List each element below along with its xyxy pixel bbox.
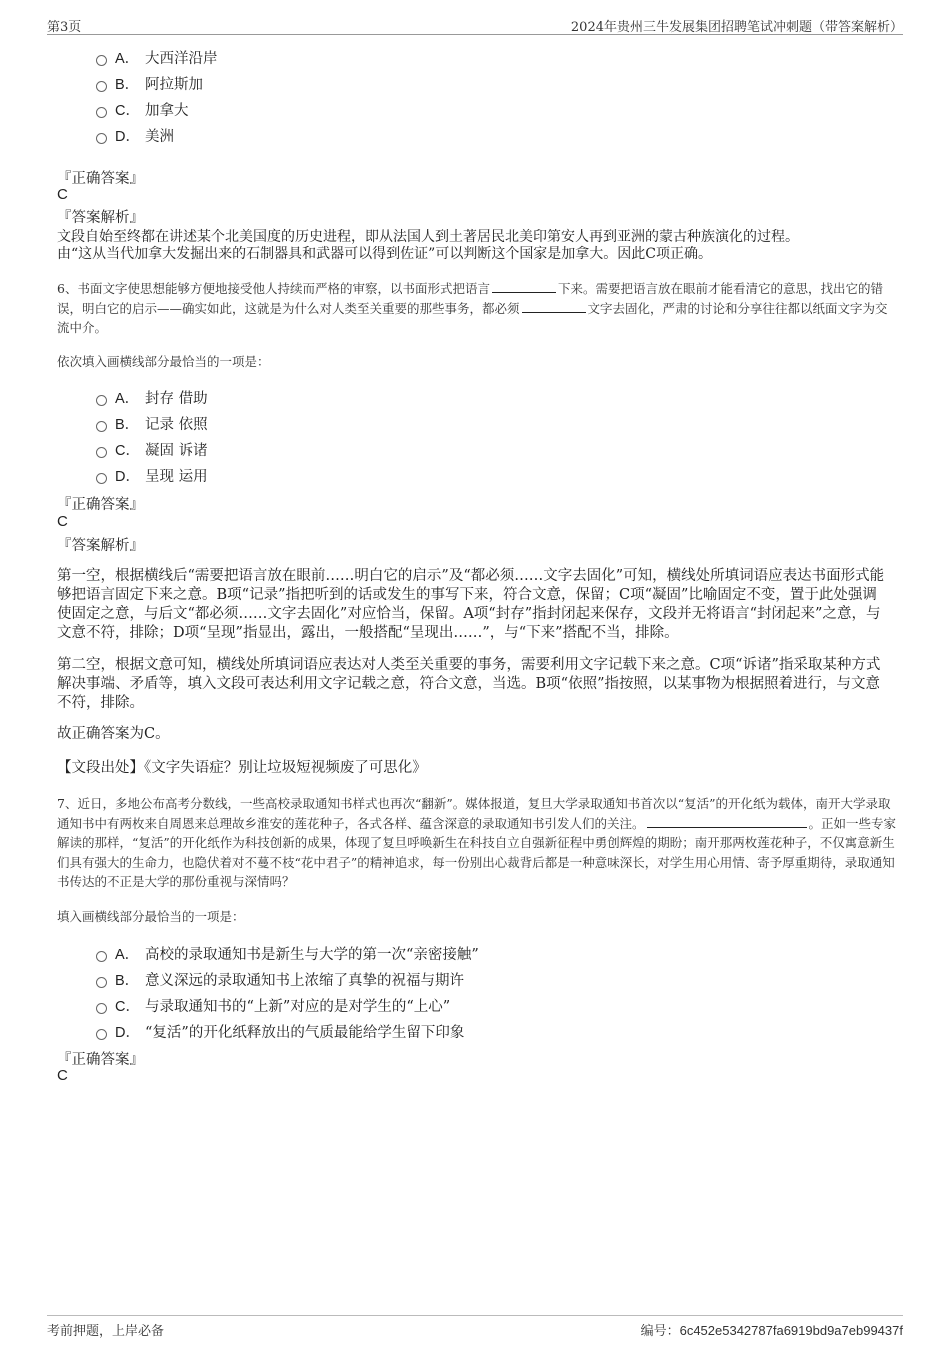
q6-source: 【文段出处】《文字失语症？别让垃圾短视频废了可思化》 [57,760,427,776]
q6-analysis-paragraph-2: 第二空，根据文意可知，横线处所填词语应表达对人类至关重要的事务，需要利用文字记载下来之意。C项“诉诸”指采取某种方式解决事端、矛盾等，填入文段可表达利用文字记载之意，符合文意，当选。B项“依照”指按照，以某事物为根据照着进行，与文意不符，排除。 [57,657,881,711]
page-footer [47,1315,903,1338]
document-code: 编号：6c452e5342787fa6919bd9a7eb99437f [640,1323,903,1339]
q6-option-c[interactable]: C． 凝固 诉诸 [96,438,208,460]
q6-option-d[interactable]: D． 呈现 运用 [96,464,208,486]
q6-stem: 6、书面文字使思想能够方便地接受他人持续而严格的审察，以书面形式把语言 下来。需要把语言放在眼前才能看清它的意思，找出它的错误，明白它的启示——确实如此，这就是为什么对人类至关重要的那些事务，都必须 文字去固化，严肃的讨论和分享往往都以纸面文字为交流中介。 [57,281,888,335]
q7-option-b[interactable]: B． 意义深远的录取通知书上浓缩了真挚的祝福与期许 [96,968,464,990]
radio-icon[interactable] [96,1003,107,1014]
blank-line [522,300,586,313]
q7-option-a[interactable]: A． 高校的录取通知书是新生与大学的第一次“亲密接触” [96,942,479,964]
q6-option-a[interactable]: A． 封存 借助 [96,386,208,408]
q7-answer: C [57,1067,68,1084]
q7-option-c[interactable]: C． 与录取通知书的“上新”对应的是对学生的“上心” [96,994,450,1016]
blank-line [647,815,807,828]
q6-prompt: 依次填入画横线部分最恰当的一项是： [57,354,270,369]
q5-answer-label: 『正确答案』 [57,171,144,187]
radio-icon[interactable] [96,55,107,66]
q5-option-a[interactable]: A． 大西洋沿岸 [96,46,218,68]
radio-icon[interactable] [96,1029,107,1040]
q5-analysis-line2: 由“这从当代加拿大发掘出来的石制器具和武器可以得到佐证”可以判断这个国家是加拿大。因此C项正确。 [57,246,713,262]
radio-icon[interactable] [96,395,107,406]
radio-icon[interactable] [96,421,107,432]
page-number: 第3页 [47,20,82,35]
q6-analysis-label: 『答案解析』 [57,538,144,554]
q5-option-d[interactable]: D． 美洲 [96,124,174,146]
radio-icon[interactable] [96,473,107,484]
q6-answer-label: 『正确答案』 [57,497,144,513]
radio-icon[interactable] [96,133,107,144]
q7-stem: 7、近日，多地公布高考分数线，一些高校录取通知书样式也再次“翻新”。媒体报道，复旦大学录取通知书首次以“复活”的开化纸为载体，南开大学录取通知书中有两枚来自周恩来总理故乡淮安的莲花种子，各式各样、蕴含深意的录取通知书引发人们的关注。 。正如一些专家解读的那样，“复活”的开化纸作为科技创新的成果，体现了复旦呼唤新生在科技自立自强新征程中勇创辉煌的期盼；南开那两枚莲花种子，不仅寓意新生们具有强大的生命力，也隐伏着对不蔓不枝“花中君子”的精神追求，每一份别出心裁背后都是一种意味深长，对学生用心用情、寄予厚重期待，录取通知书传达的不正是大学的那份重视与深情吗？ [57,796,897,889]
q5-analysis-line1: 文段自始至终都在讲述某个北美国度的历史进程，即从法国人到土著居民北美印第安人再到亚洲的蒙古种族演化的过程。 [57,229,799,245]
q6-analysis-paragraph-3: 故正确答案为C。 [57,726,170,742]
q5-option-b[interactable]: B． 阿拉斯加 [96,72,203,94]
radio-icon[interactable] [96,107,107,118]
q7-option-d[interactable]: D． “复活”的开化纸释放出的气质最能给学生留下印象 [96,1020,464,1042]
radio-icon[interactable] [96,81,107,92]
q5-analysis-label: 『答案解析』 [57,210,144,226]
page-header [47,14,903,35]
q6-analysis-paragraph-1: 第一空，根据横线后“需要把语言放在眼前……明白它的启示”及“都必须……文字去固化”可知，横线处所填词语应表达书面形式能够把语言固定下来之意。B项“记录”指把听到的话或发生的事写下来，符合文意，保留；C项“凝固”比喻固定不变，置于此处强调使固定之意，与后文“都必须……文字去固化”对应恰当，保留。A项“封存”指封闭起来保存，文段并无将语言“封闭起来”之意，与文意不符，排除；D项“呈现”指显出，露出，一般搭配“呈现出……”，与“下来”搭配不当，排除。 [57,568,885,641]
document-title: 2024年贵州三牛发展集团招聘笔试冲刺题（带答案解析） [570,20,903,35]
q6-option-b[interactable]: B． 记录 依照 [96,412,208,434]
q7-prompt: 填入画横线部分最恰当的一项是： [57,909,245,924]
q5-answer: C [57,186,68,203]
radio-icon[interactable] [96,977,107,988]
footer-slogan: 考前押题，上岸必备 [47,1324,165,1339]
radio-icon[interactable] [96,447,107,458]
q7-answer-label: 『正确答案』 [57,1052,144,1068]
blank-line [492,280,556,293]
q5-option-c[interactable]: C． 加拿大 [96,98,189,120]
radio-icon[interactable] [96,951,107,962]
q6-answer: C [57,513,68,530]
